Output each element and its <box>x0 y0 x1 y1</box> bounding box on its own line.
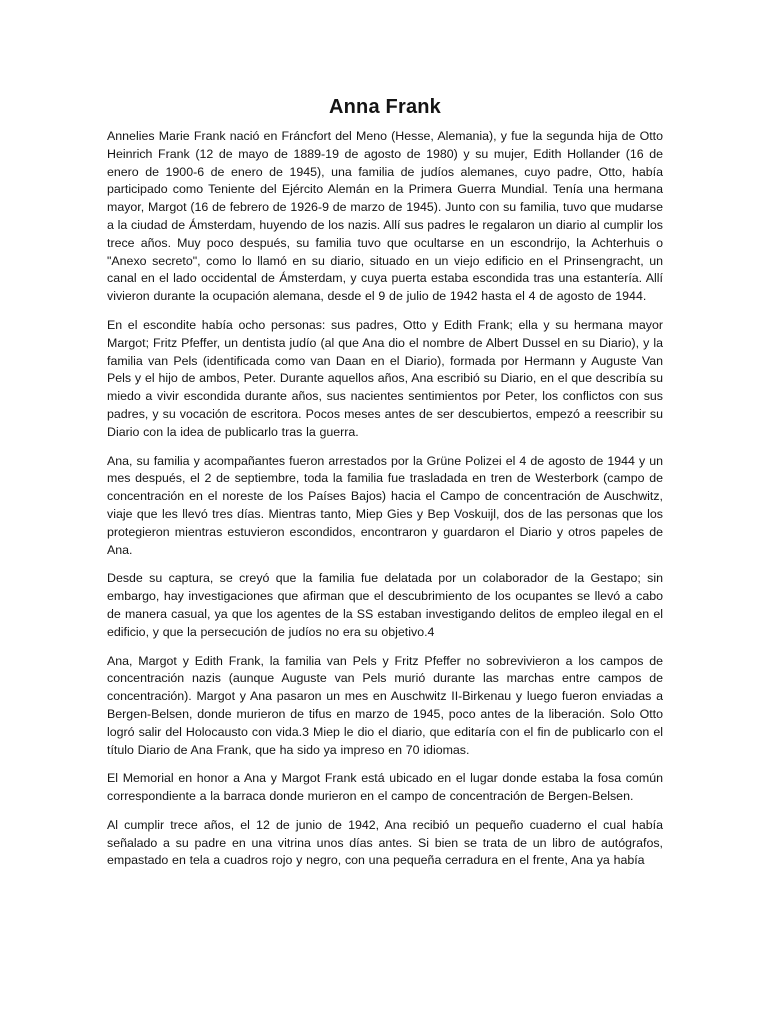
paragraph-concentration-camps: Ana, Margot y Edith Frank, la familia van Pels y Fritz Pfeffer no sobrevivieron a los campos de concentración nazis (aunque Auguste van Pels murió durante las marchas entre campos de concentración). Margot y Ana pasaron un mes en Auschwitz II-Birkenau y luego fueron enviadas a Bergen-Belsen, donde murieron de tifus en marzo de 1945, poco antes de la liberación. Solo Otto logró salir del Holocausto con vida.3 Miep le dio el diario, que editaría con el fin de publicarlo con el título Diario de Ana Frank, que ha sido ya impreso en 70 idiomas. <box>107 653 663 757</box>
paragraph-arrest: Ana, su familia y acompañantes fueron arrestados por la Grüne Polizei el 4 de agosto de 1944 y un mes después, el 2 de septiembre, toda la familia fue trasladada en tren de Westerbork (campo de concentración en el noreste de los Países Bajos) hacia el Campo de concentración de Auschwitz, viaje que les llevó tres días. Mientras tanto, Miep Gies y Bep Voskuijl, dos de las personas que los protegieron mientras estuvieron escondidos, encontraron y guardaron el Diario y otros papeles de Ana. <box>107 453 663 557</box>
document-page <box>107 0 663 870</box>
paragraph-capture-investigation: Desde su captura, se creyó que la familia fue delatada por un colaborador de la Gestapo; sin embargo, hay investigaciones que afirman que el descubrimiento de los ocupantes se llevó a cabo de manera casual, ya que los agentes de la SS estaban investigando delitos de empleo ilegal en el edificio, y que la persecución de judíos no era su objetivo.4 <box>107 571 663 639</box>
paragraph-memorial: El Memorial en honor a Ana y Margot Frank está ubicado en el lugar donde estaba la fosa común correspondiente a la barraca donde murieron en el campo de concentración de Bergen-Belsen. <box>107 771 663 804</box>
paragraph-thirteenth-birthday: Al cumplir trece años, el 12 de junio de 1942, Ana recibió un pequeño cuaderno el cual había señalado a su padre en una vitrina unos días antes. Si bien se trata de un libro de autógrafos, empastado en tela a cuadros rojo y negro, con una pequeña cerradura en el frente, Ana ya había <box>107 817 663 868</box>
paragraph-birth-and-hiding: Annelies Marie Frank nació en Fráncfort del Meno (Hesse, Alemania), y fue la segunda hija de Otto Heinrich Frank (12 de mayo de 1889-19 de agosto de 1980) y su mujer, Edith Hollander (16 de enero de 1900-6 de enero de 1945), una familia de judíos alemanes, cuyo padre, Otto, había participado como Teniente del Ejército Alemán en la Primera Guerra Mundial. Tenía una hermana mayor, Margot (16 de febrero de 1926-9 de marzo de 1945). Junto con su familia, tuvo que mudarse a la ciudad de Ámsterdam, huyendo de los nazis. Allí sus padres le regalaron un diario al cumplir los trece años. Muy poco después, su familia tuvo que ocultarse en un escondrijo, la Achterhuis o "Anexo secreto", como lo llamó en su diario, situado en un viejo edificio en el Prinsengracht, un canal en el lado occidental de Ámsterdam, y cuya puerta estaba escondida tras una estantería. Allí vivieron durante la ocupación alemana, desde el 9 de julio de 1942 hasta el 4 de agosto de 1944. <box>107 129 663 304</box>
paragraph-hideout-occupants: En el escondite había ocho personas: sus padres, Otto y Edith Frank; ella y su hermana mayor Margot; Fritz Pfeffer, un dentista judío (al que Ana dio el nombre de Albert Dussel en su Diario), y la familia van Pels (identificada como van Daan en el Diario), formada por Hermann y Auguste Van Pels y el hijo de ambos, Peter. Durante aquellos años, Ana escribió su Diario, en el que describía su miedo a vivir escondida durante años, sus nacientes sentimientos por Peter, los conflictos con sus padres, y su vocación de escritora. Pocos meses antes de ser descubiertos, empezó a reescribir su Diario con la idea de publicarlo tras la guerra. <box>107 317 663 439</box>
document-title: Anna Frank <box>328 96 442 118</box>
